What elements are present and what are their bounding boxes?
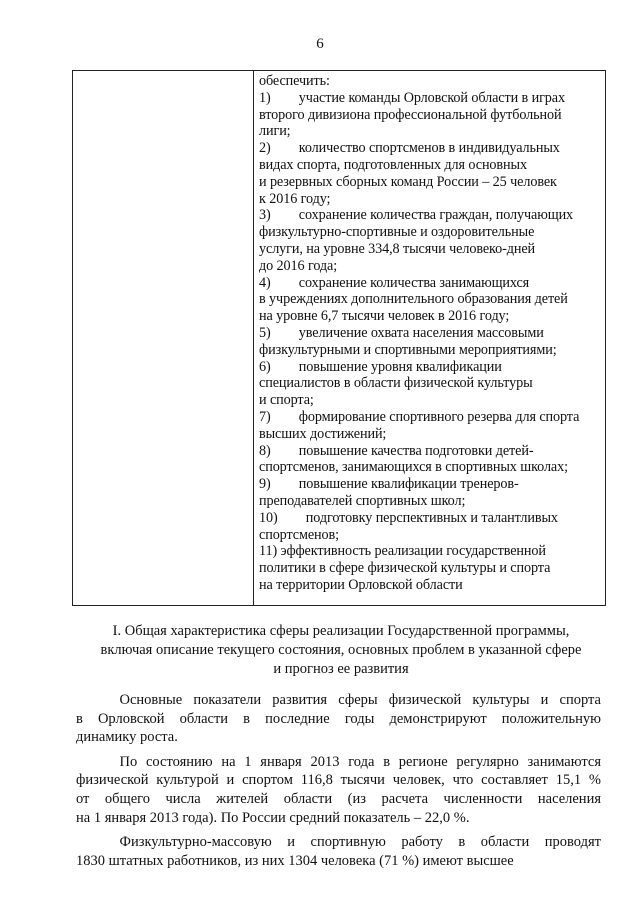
table-cell-line: видах спорта, подготовленных для основных: [259, 156, 527, 173]
table-cell-line: 11) эффективность реализации государственной: [259, 543, 546, 560]
table-cell-line: до 2016 года;: [259, 257, 338, 274]
heading-line: включая описание текущего состояния, основных проблем в указанной сфере: [100, 642, 582, 658]
table-cell-line: обеспечить:: [259, 73, 330, 89]
heading-line: I. Общая характеристика сферы реализации Государственной программы,: [112, 623, 570, 639]
body-text: [76, 691, 601, 870]
table-cell-line: спортсменов;: [259, 526, 339, 543]
table-right-cell: [259, 73, 604, 594]
table-cell-line: лиги;: [259, 123, 291, 140]
table-cell-line: 7) формирование спортивного резерва для спорта: [259, 408, 580, 425]
body-line: от общего числа жителей области (из расчета численности населения: [76, 790, 601, 807]
table-cell-line: услуги, на уровне 334,8 тысячи человеко-дней: [259, 240, 536, 257]
heading-line: и прогноз ее развития: [273, 661, 409, 677]
page-number: 6: [316, 36, 324, 52]
body-line: динамику роста.: [76, 729, 178, 746]
table-cell-line: 1) участие команды Орловской области в играх: [259, 89, 565, 106]
table-cell-line: спортсменов, занимающихся в спортивных школах;: [259, 459, 568, 476]
table-cell-line: 10) подготовку перспективных и талантливых: [259, 509, 558, 526]
table-cell-line: 5) увеличение охвата населения массовыми: [259, 324, 544, 341]
body-line: 1830 штатных работников, из них 1304 человека (71 %) имеют высшее: [76, 852, 514, 869]
table-cell-line: специалистов в области физической культуры: [259, 375, 533, 392]
program-table: [72, 70, 606, 606]
table-cell-line: к 2016 году;: [259, 190, 331, 207]
table-cell-line: физкультурно-спортивные и оздоровительные: [259, 224, 535, 241]
table-cell-line: 8) повышение качества подготовки детей-: [259, 442, 534, 459]
table-cell-line: второго дивизиона профессиональной футбольной: [259, 106, 562, 123]
table-cell-line: в учреждениях дополнительного образования детей: [259, 291, 568, 308]
table-cell-line: 4) сохранение количества занимающихся: [259, 274, 530, 291]
body-line: По состоянию на 1 января 2013 года в регионе регулярно занимаются: [76, 753, 601, 770]
table-cell-line: и резервных сборных команд России – 25 человек: [259, 173, 557, 190]
table-cell-line: на уровне 6,7 тысячи человек в 2016 году;: [259, 308, 510, 325]
body-line: Основные показатели развития сферы физической культуры и спорта: [76, 692, 601, 708]
table-cell-line: преподавателей спортивных школ;: [259, 492, 466, 509]
body-line: Физкультурно-массовую и спортивную работу в области проводят: [76, 834, 601, 851]
table-cell-line: 9) повышение квалификации тренеров-: [259, 476, 519, 493]
body-line: на 1 января 2013 года). По России средний показатель – 22,0 %.: [76, 809, 470, 826]
table-cell-line: и спорта;: [259, 392, 314, 409]
section-heading: [76, 622, 606, 679]
table-cell-line: политики в сфере физической культуры и спорта: [259, 560, 551, 577]
table-cell-line: на территории Орловской области: [259, 576, 463, 593]
body-line: в Орловской области в последние годы демонстрируют положительную: [76, 710, 601, 727]
table-cell-line: 3) сохранение количества граждан, получающих: [259, 207, 574, 224]
table-cell-line: высших достижений;: [259, 425, 387, 442]
table-cell-line: 2) количество спортсменов в индивидуальных: [259, 140, 560, 157]
table-cell-line: 6) повышение уровня квалификации: [259, 358, 502, 375]
table-column-divider: [253, 71, 254, 605]
body-line: физической культурой и спортом 116,8 тысячи человек, что составляет 15,1 %: [76, 772, 601, 789]
table-cell-line: физкультурными и спортивными мероприятиями;: [259, 341, 557, 358]
